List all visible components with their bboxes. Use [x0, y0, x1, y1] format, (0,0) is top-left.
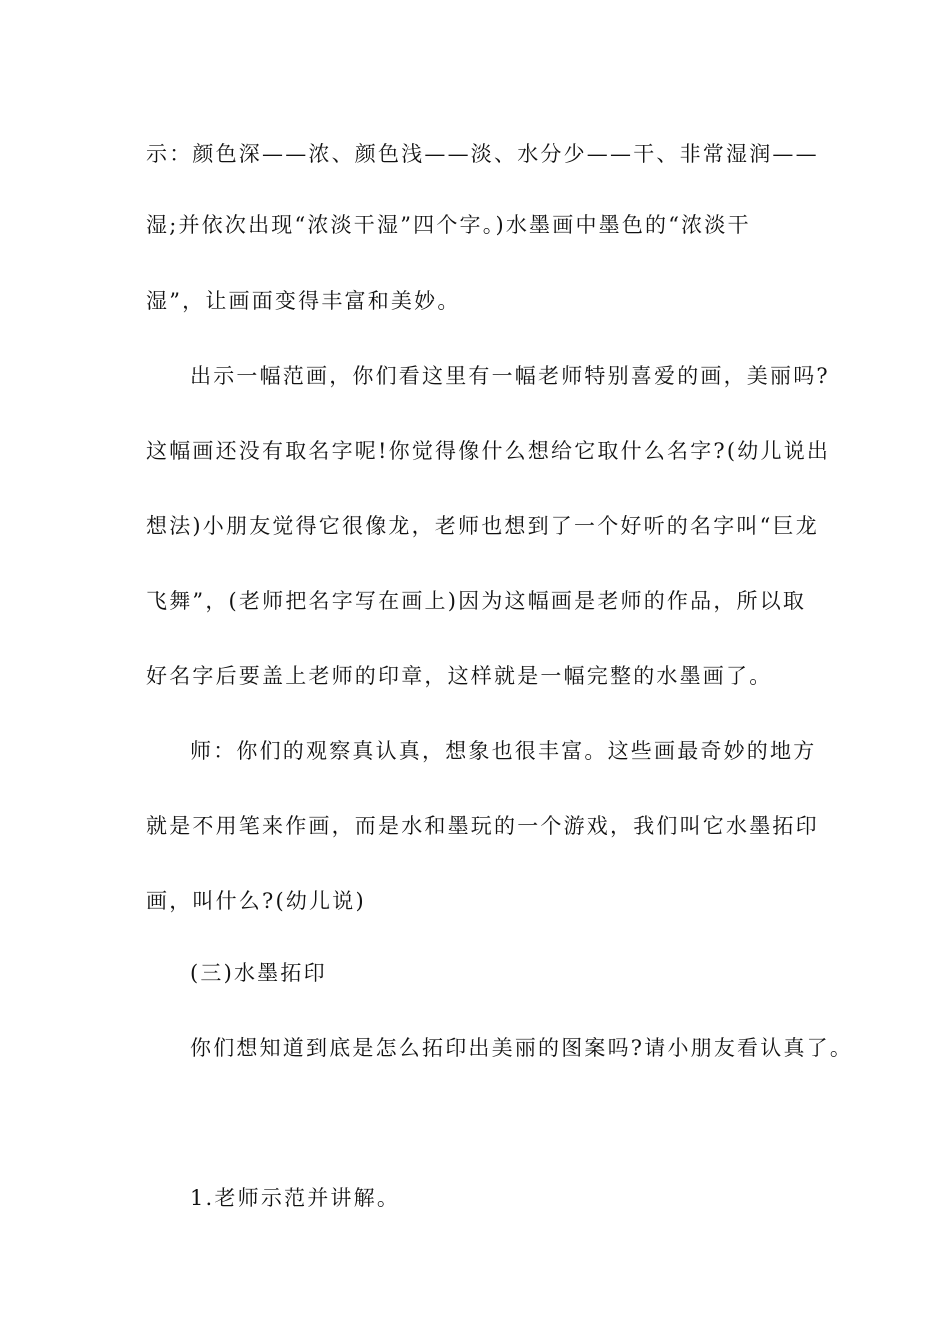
paragraph-start-line: 你们想知道到底是怎么拓印出美丽的图案吗?请小朋友看认真了。: [190, 1036, 854, 1060]
paragraph-start-line: 师：你们的观察真认真，想象也很丰富。这些画最奇妙的地方: [190, 739, 817, 763]
text-line: 湿;并依次出现“浓淡干湿”四个字。)水墨画中墨色的“浓淡干: [146, 213, 751, 237]
step-heading: 1.老师示范并讲解。: [190, 1186, 401, 1210]
text-line: 好名字后要盖上老师的印章，这样就是一幅完整的水墨画了。: [146, 664, 773, 688]
text-line: 示：颜色深——浓、颜色浅——淡、水分少——干、非常湿润——: [146, 142, 819, 166]
section-heading: (三)水墨拓印: [190, 961, 327, 985]
text-line: 画，叫什么?(幼儿说): [146, 889, 366, 913]
paragraph-start-line: 出示一幅范画，你们看这里有一幅老师特别喜爱的画，美丽吗?: [190, 364, 830, 388]
text-line: 这幅画还没有取名字呢!你觉得像什么想给它取什么名字?(幼儿说出: [146, 439, 831, 463]
text-line: 就是不用笔来作画，而是水和墨玩的一个游戏，我们叫它水墨拓印: [146, 814, 819, 838]
text-line: 想法)小朋友觉得它很像龙，老师也想到了一个好听的名字叫“巨龙: [146, 514, 819, 538]
text-line: 湿”，让画面变得丰富和美妙。: [146, 289, 461, 313]
text-line: 飞舞”，(老师把名字写在画上)因为这幅画是老师的作品，所以取: [146, 589, 807, 613]
